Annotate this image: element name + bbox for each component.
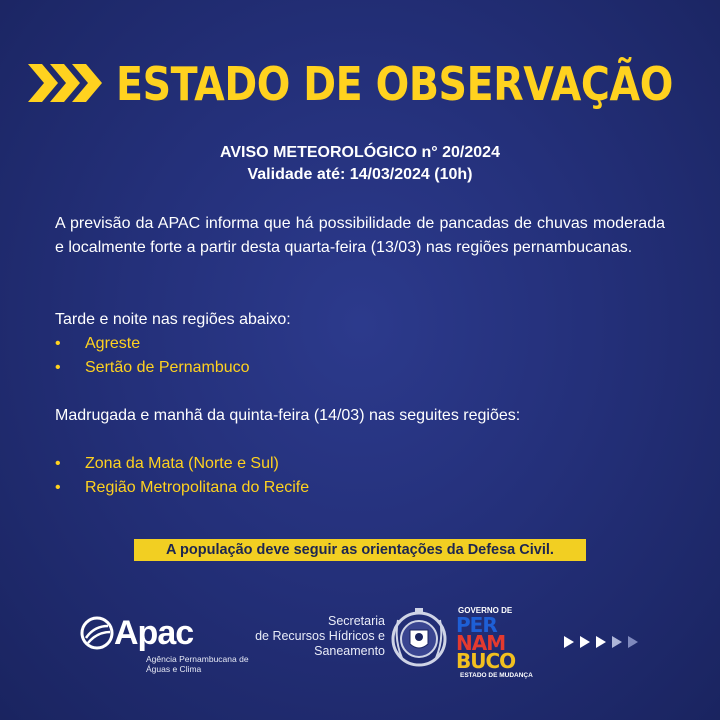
secretaria-text: Secretaria de Recursos Hídricos e Saneamento: [255, 614, 385, 658]
governo-tagline: ESTADO DE MUDANÇA: [460, 672, 533, 679]
header: [28, 52, 698, 116]
notice-validity: Validade até: 14/03/2024 (10h): [247, 166, 473, 183]
bullet: •: [55, 359, 61, 376]
notice-number: AVISO METEOROLÓGICO n° 20/2024: [220, 144, 500, 161]
triple-chevron-icon: [28, 58, 104, 108]
bullet: •: [55, 479, 61, 496]
list-item: • Zona da Mata (Norte e Sul): [55, 452, 309, 476]
apac-swirl-icon: [80, 616, 114, 650]
governo-pernambuco-logo: [456, 606, 544, 678]
apac-name: Apac: [114, 614, 194, 652]
forecast-paragraph: A previsão da APAC informa que há possibilidade de pancadas de chuvas moderada e localmente forte a partir desta quarta-feira (13/03) nas regiões pernambucanas.: [55, 215, 665, 256]
section-afternoon-label: Tarde e noite nas regiões abaixo:: [55, 311, 291, 328]
morning-region-list: [55, 452, 309, 500]
governo-row-1: PER: [456, 613, 497, 637]
footer: [0, 600, 720, 690]
apac-subtitle: Agência Pernambucana de Águas e Clima: [146, 654, 249, 674]
governo-label: GOVERNO DE: [458, 606, 513, 615]
governo-row-2: NAM: [456, 631, 506, 655]
list-item: • Agreste: [55, 332, 250, 356]
list-item: • Região Metropolitana do Recife: [55, 476, 309, 500]
governo-row-3: BUCO: [456, 649, 516, 673]
forward-arrows-icon: [564, 634, 644, 650]
civil-defense-banner: A população deve seguir as orientações da Defesa Civil.: [134, 539, 586, 561]
page-title: ESTADO DE OBSERVAÇÃO: [116, 57, 673, 111]
section-morning-label: Madrugada e manhã da quinta-feira (14/03) nas seguites regiões:: [55, 407, 521, 424]
notice-heading: [0, 142, 720, 186]
afternoon-region-list: [55, 332, 250, 380]
bullet: •: [55, 455, 61, 472]
pernambuco-coat-of-arms-icon: [388, 606, 450, 672]
apac-logo: [80, 614, 250, 674]
bullet: •: [55, 335, 61, 352]
list-item: • Sertão de Pernambuco: [55, 356, 250, 380]
